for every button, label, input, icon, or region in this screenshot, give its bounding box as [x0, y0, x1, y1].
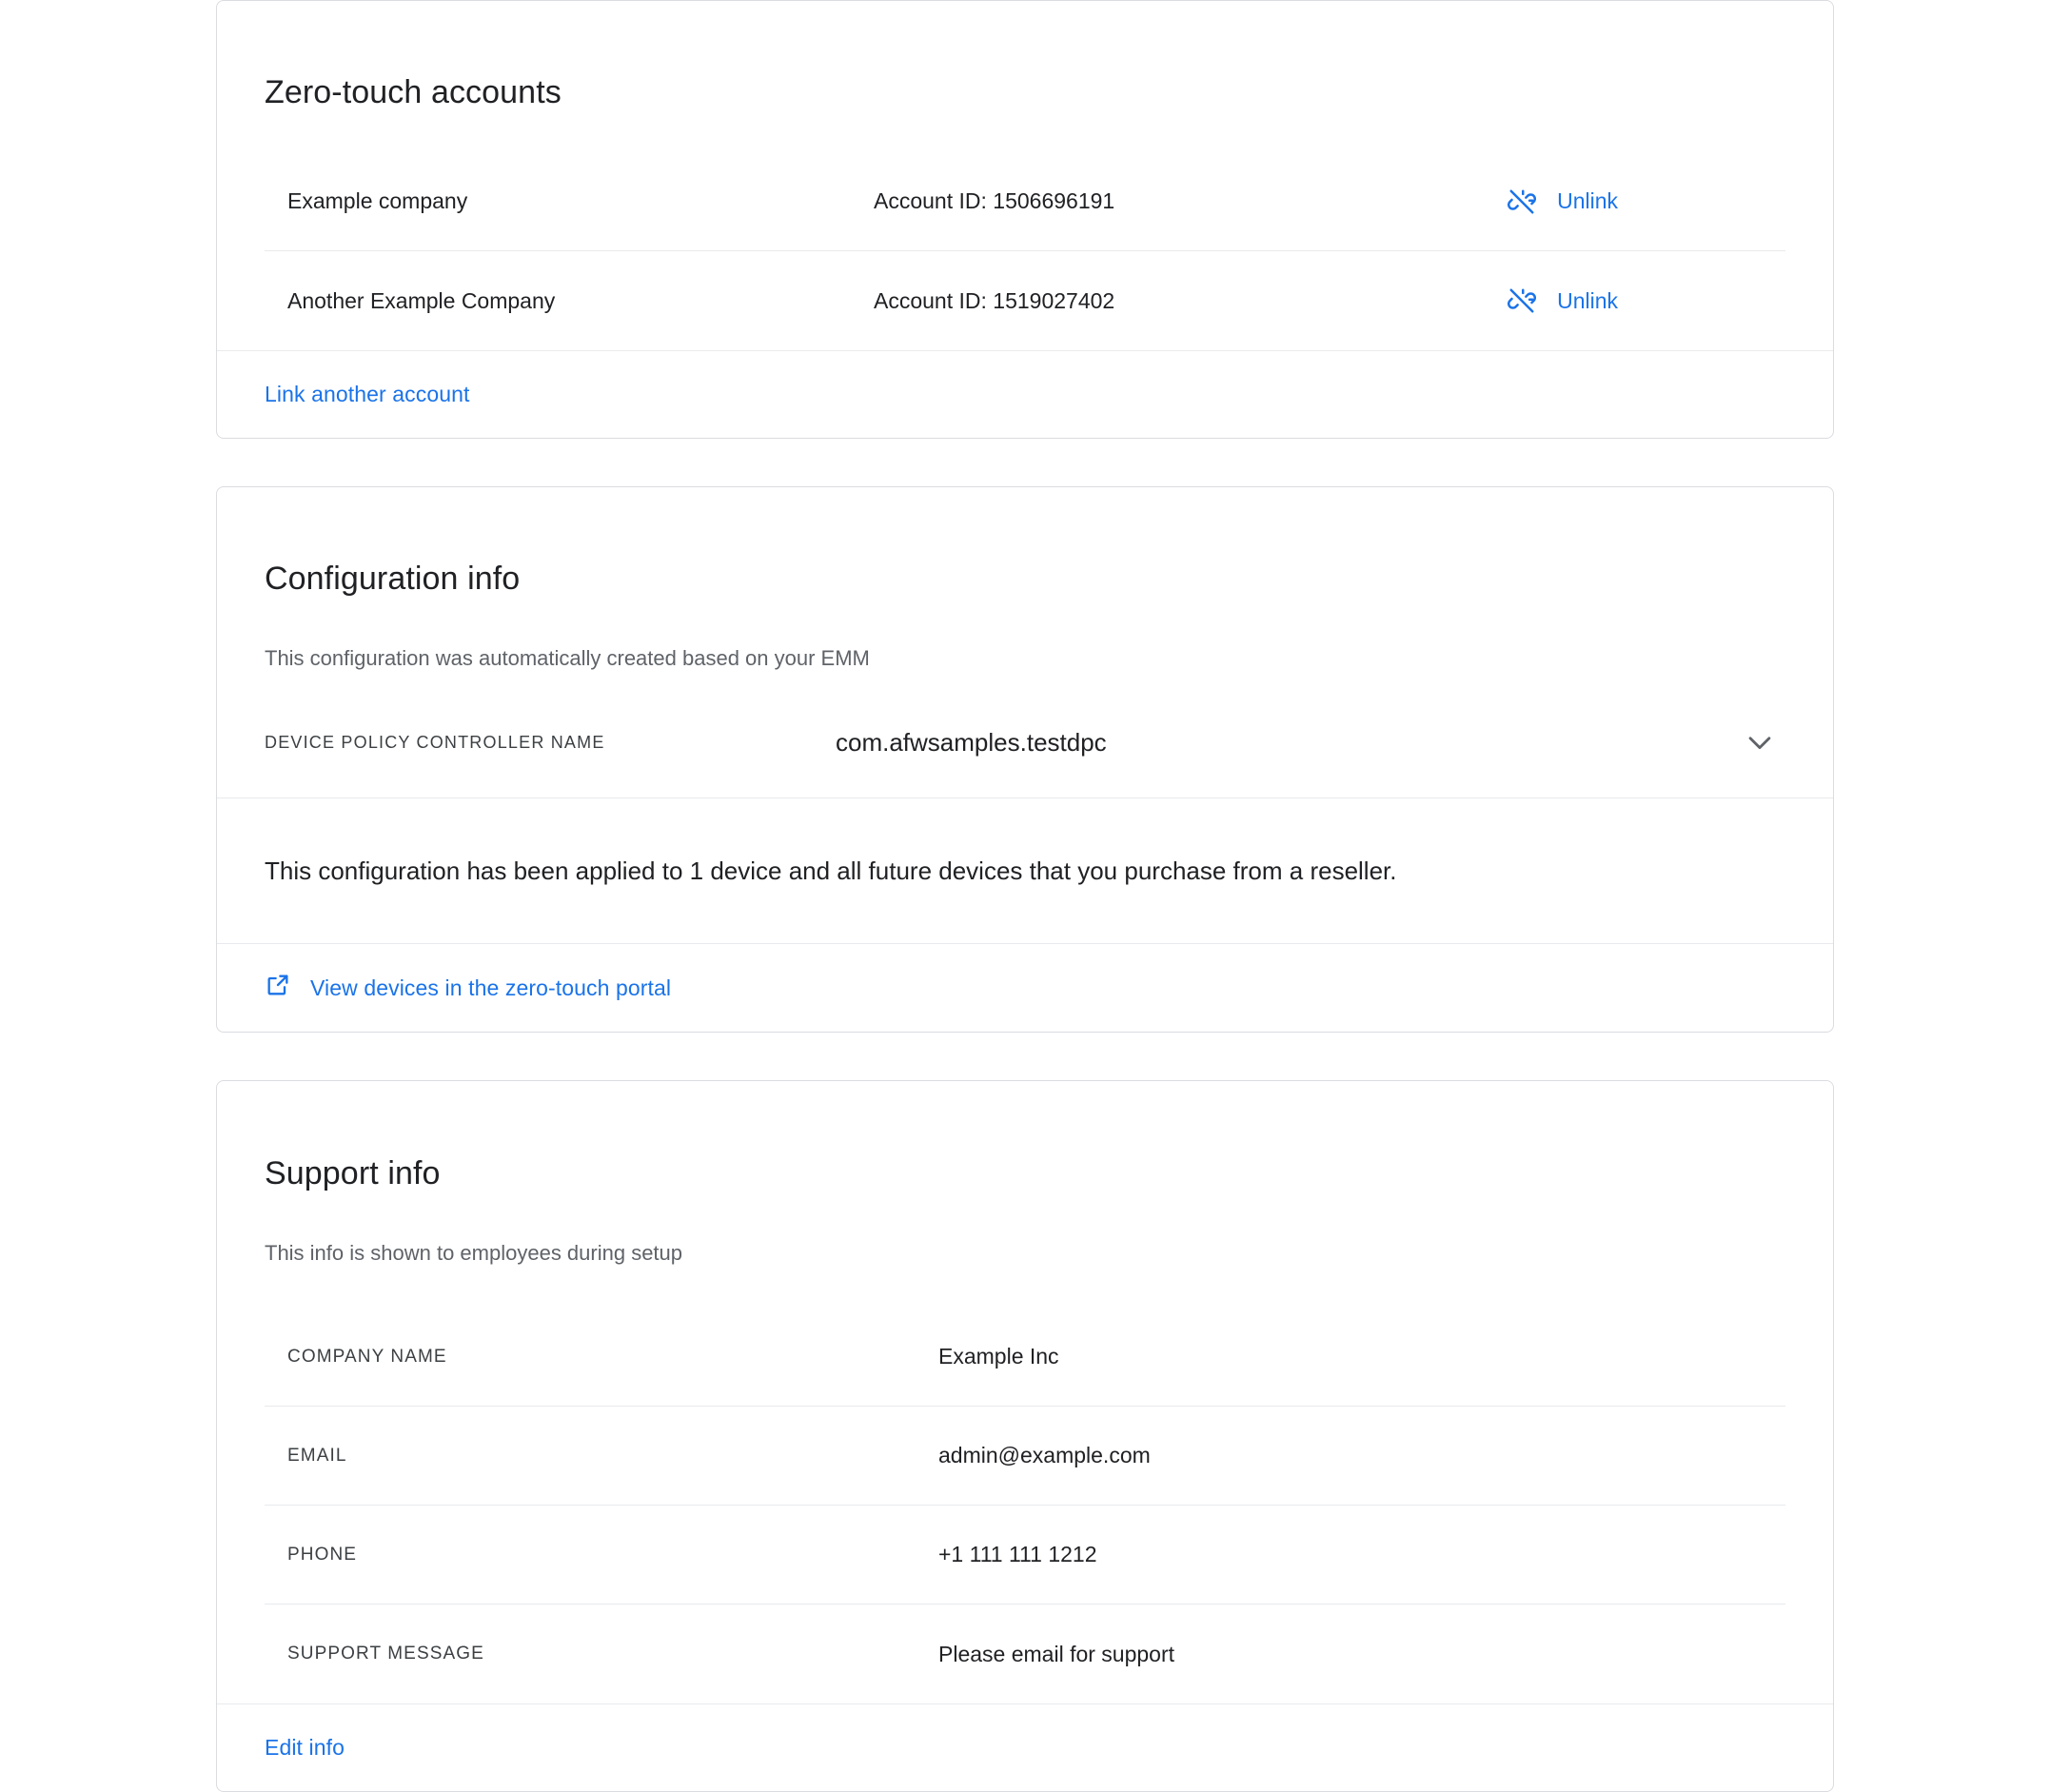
unlink-button[interactable] [1508, 187, 1785, 216]
table-row [265, 1407, 1785, 1506]
support-info-table [265, 1308, 1785, 1703]
field-value: Please email for support [938, 1641, 1175, 1666]
zero-touch-card-footer [217, 350, 1833, 438]
account-id: Account ID: 1506696191 [874, 188, 1115, 214]
configuration-card-footer [217, 944, 1833, 1032]
edit-info-button[interactable]: Edit info [265, 1735, 345, 1761]
support-info-card [216, 1080, 1834, 1792]
zero-touch-accounts-card [216, 0, 1834, 439]
account-name: Another Example Company [287, 287, 556, 313]
account-name: Example company [287, 188, 468, 214]
table-row [265, 1308, 1785, 1407]
view-devices-label: View devices in the zero-touch portal [310, 975, 672, 1000]
account-id: Account ID: 1519027402 [874, 287, 1115, 313]
unlink-icon [1508, 286, 1536, 315]
unlink-label: Unlink [1557, 188, 1618, 214]
external-link-icon [265, 972, 291, 1004]
chevron-down-icon[interactable] [1728, 726, 1785, 758]
configuration-applied-text: This configuration has been applied to 1 device and all future devices that you purchase from a reseller. [265, 857, 1397, 886]
configuration-info-card [216, 486, 1834, 1033]
support-info-subtitle: This info is shown to employees during setup [265, 1240, 683, 1265]
device-policy-controller-row[interactable] [265, 721, 1785, 798]
unlink-label: Unlink [1557, 287, 1618, 313]
table-row [265, 152, 1785, 251]
configuration-info-subtitle: This configuration was automatically created based on your EMM [265, 646, 870, 671]
support-card-footer [217, 1703, 1833, 1791]
field-label: COMPANY NAME [287, 1346, 447, 1367]
field-value: Example Inc [938, 1344, 1059, 1369]
view-devices-in-zero-touch-portal-button[interactable] [265, 972, 671, 1004]
zero-touch-account-list [265, 152, 1785, 350]
unlink-button[interactable] [1508, 286, 1785, 315]
device-policy-controller-value: com.afwsamples.testdpc [836, 727, 1107, 757]
field-value: admin@example.com [938, 1443, 1151, 1468]
table-row [265, 1506, 1785, 1605]
device-policy-controller-label: DEVICE POLICY CONTROLLER NAME [265, 732, 605, 752]
field-label: SUPPORT MESSAGE [287, 1644, 484, 1664]
field-label: PHONE [287, 1544, 358, 1565]
field-label: EMAIL [287, 1445, 347, 1466]
support-info-title: Support info [265, 1154, 441, 1191]
table-row [265, 1605, 1785, 1703]
field-value: +1 111 111 1212 [938, 1542, 1097, 1567]
unlink-icon [1508, 187, 1536, 216]
link-another-account-button[interactable]: Link another account [265, 382, 470, 407]
zero-touch-accounts-title: Zero-touch accounts [265, 74, 562, 111]
table-row [265, 251, 1785, 350]
configuration-info-title: Configuration info [265, 561, 521, 598]
